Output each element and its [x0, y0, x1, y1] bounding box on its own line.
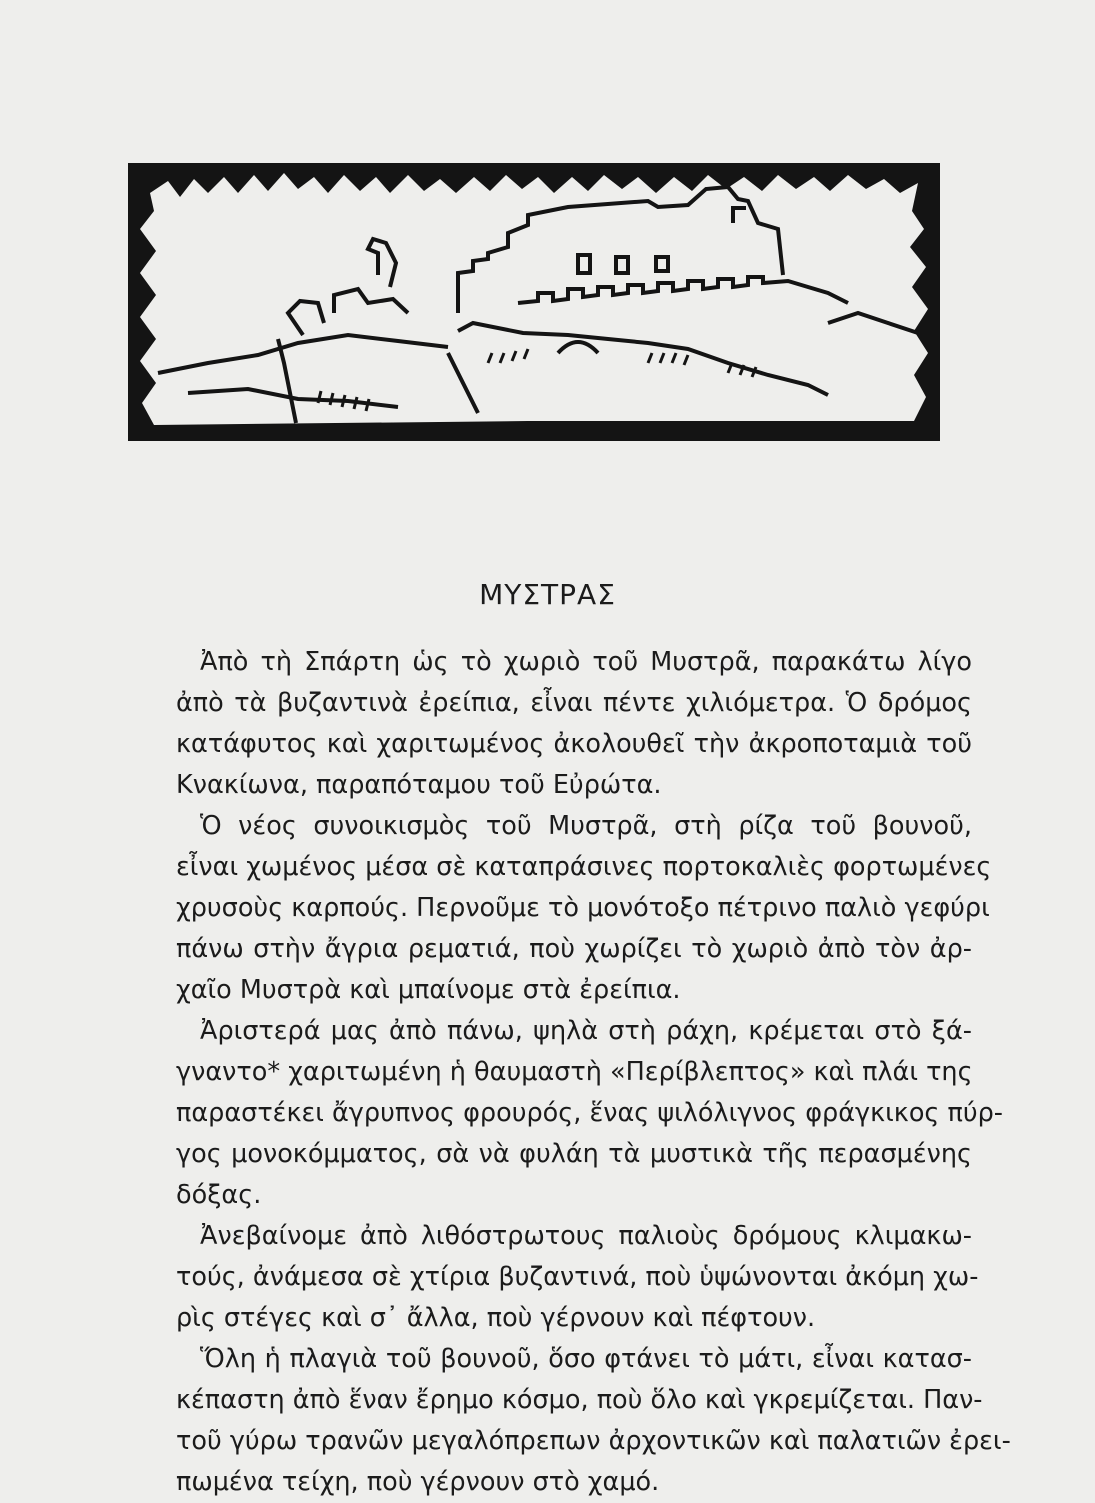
- text-line: κατάφυτος καὶ χαριτωμένος ἀκολουθεῖ τὴν ἀκροποταμιὰ τοῦ: [176, 729, 972, 759]
- text-line: χρυσοὺς καρπούς. Περνοῦμε τὸ μονότοξο πέτρινο παλιὸ γεφύρι: [176, 893, 990, 923]
- text-line: Ἀπὸ τὴ Σπάρτη ὡς τὸ χωριὸ τοῦ Μυστρᾶ, παρακάτω λίγο: [200, 647, 972, 677]
- text-line: παραστέκει ἄγρυπνος φρουρός, ἕνας ψιλόλιγνος φράγκικος πύρ-: [176, 1098, 1003, 1128]
- text-line: δόξας.: [176, 1180, 262, 1210]
- text-line: Ἀνεβαίνομε ἀπὸ λιθόστρωτους παλιοὺς δρόμους κλιμακω-: [200, 1221, 972, 1251]
- castle-drawing: [158, 187, 918, 423]
- chapter-title: ΜΥΣΤΡΑΣ: [479, 578, 616, 611]
- grass-strokes: [318, 349, 756, 411]
- castle-woodcut-illustration: [128, 163, 940, 441]
- text-line: γναντο* χαριτωμένη ἡ θαυμαστὴ «Περίβλεπτος» καὶ πλάι της: [176, 1057, 973, 1087]
- text-line: Ἀριστερά μας ἀπὸ πάνω, ψηλὰ στὴ ράχη, κρέμεται στὸ ξά-: [200, 1016, 972, 1046]
- body-text: [176, 642, 1011, 1503]
- text-line: ρὶς στέγες καὶ σ᾽ ἄλλα, ποὺ γέρνουν καὶ πέφτουν.: [176, 1303, 816, 1333]
- text-line: Ὁ νέος συνοικισμὸς τοῦ Μυστρᾶ, στὴ ρίζα τοῦ βουνοῦ,: [200, 811, 972, 841]
- text-line: Ὅλη ἡ πλαγιὰ τοῦ βουνοῦ, ὅσο φτάνει τὸ μάτι, εἶναι κατασ-: [200, 1344, 972, 1374]
- text-line: ἀπὸ τὰ βυζαντινὰ ἐρείπια, εἶναι πέντε χιλιόμετρα. Ὁ δρόμος: [176, 688, 972, 718]
- text-line: γος μονοκόμματος, σὰ νὰ φυλάη τὰ μυστικὰ τῆς περασμένης: [176, 1139, 972, 1169]
- text-line: πωμένα τείχη, ποὺ γέρνουν στὸ χαμό.: [176, 1467, 660, 1497]
- text-line: τοῦ γύρω τρανῶν μεγαλόπρεπων ἀρχοντικῶν καὶ παλατιῶν ἐρει-: [176, 1426, 1011, 1456]
- text-line: τούς, ἀνάμεσα σὲ χτίρια βυζαντινά, ποὺ ὑψώνονται ἀκόμη χω-: [176, 1262, 979, 1292]
- text-line: πάνω στὴν ἄγρια ρεματιά, ποὺ χωρίζει τὸ χωριὸ ἀπὸ τὸν ἀρ-: [176, 934, 972, 964]
- text-line: κέπαστη ἀπὸ ἕναν ἔρημο κόσμο, ποὺ ὅλο καὶ γκρεμίζεται. Παν-: [176, 1385, 983, 1415]
- text-line: Κνακίωνα, παραπόταμου τοῦ Εὐρώτα.: [176, 770, 662, 800]
- text-line: εἶναι χωμένος μέσα σὲ καταπράσινες πορτοκαλιὲς φορτωμένες: [176, 852, 992, 882]
- text-line: χαῖο Μυστρὰ καὶ μπαίνομε στὰ ἐρείπια.: [176, 975, 681, 1005]
